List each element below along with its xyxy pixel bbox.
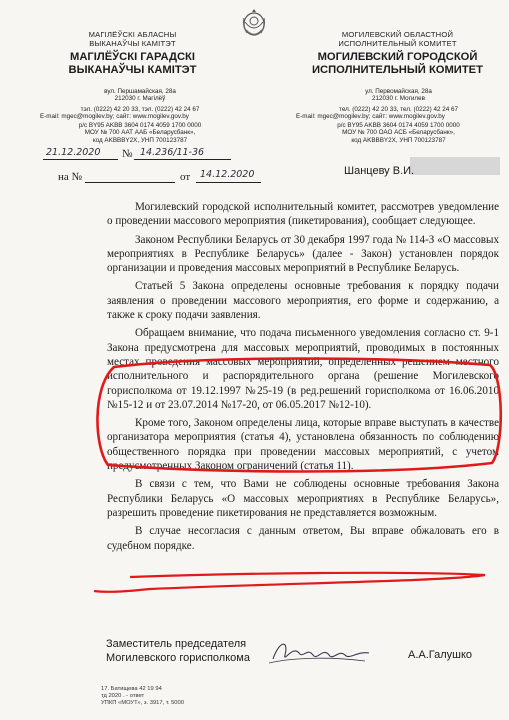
street: вул. Першамайская, 28а bbox=[104, 88, 176, 95]
reply-from-label: от bbox=[180, 171, 191, 183]
paragraph-appeal: В случае несогласия с данным ответом, Вы вправе обжаловать его в судебном порядке. bbox=[107, 525, 499, 552]
header-russian bbox=[300, 30, 495, 76]
red-underline-annotation bbox=[90, 567, 490, 597]
signatory-title bbox=[106, 637, 250, 665]
phone: тел. (0222) 42 20 33, тел. (0222) 42 24 67 bbox=[339, 105, 458, 113]
footer-note: тд 2020 . - ответ bbox=[101, 693, 145, 699]
city-committee-name bbox=[300, 51, 495, 76]
paragraph-article5: Статьей 5 Закона определены основные требования к порядку подачи заявления о проведении массового мероприятия, его форме и содержанию, а также к сроку подачи заявления. bbox=[107, 280, 499, 322]
city: 212030 г. Могилев bbox=[372, 95, 425, 103]
paragraph-refusal: В связи с тем, что Вами не соблюдены основные требования Закона Республики Беларусь «О массовых мероприятиях в Республике Беларусь», разрешить проведение пикетирования не представляется возможным. bbox=[107, 478, 499, 519]
footer-print-info: УПКП «МОУТ», з. 3917, т. 5000 bbox=[101, 700, 184, 706]
reply-date: 14.12.2020 bbox=[200, 169, 255, 180]
regional-committee-line2: ИСПОЛНИТЕЛЬНЫЙ КОМИТЕТ bbox=[338, 39, 457, 48]
regional-committee-line2: ВЫКАНАЎЧЫ КАМІТЭТ bbox=[89, 39, 176, 48]
city-committee-name-line1: МОГИЛЕВСКИЙ ГОРОДСКОЙ bbox=[317, 51, 478, 63]
city-committee-name-line1: МАГІЛЁЎСКІ ГАРАДСКІ bbox=[70, 51, 195, 63]
paragraph-organizers: Кроме того, Законом определены лица, которые вправе выступать в качестве организатора мероприятия (статья 4), установлена обязанность по соблюдению общественного порядка при проведении массовых мероприятий, с учетом предусмотренных Законом ограничений (статья 11). bbox=[107, 417, 499, 473]
regional-committee-line1: МАГІЛЁЎСКІ АБЛАСНЫ bbox=[88, 30, 177, 39]
outgoing-date: 21.12.2020 bbox=[46, 147, 101, 158]
reply-date-underline bbox=[196, 182, 261, 183]
city-committee-name-line2: ВЫКАНАЎЧЫ КАМІТЭТ bbox=[68, 63, 197, 76]
state-emblem-icon bbox=[241, 8, 267, 40]
address-block-russian bbox=[296, 88, 501, 144]
redacted-area bbox=[410, 157, 500, 175]
signatory-title-line2: Могилевского горисполкома bbox=[106, 652, 250, 664]
city-committee-name bbox=[40, 51, 225, 76]
address-block-belarusian bbox=[40, 88, 240, 144]
bank-code: код AKBBBY2X, УНП 700123787 bbox=[351, 136, 446, 144]
recipient-name: Шанцеву В.И. bbox=[344, 165, 415, 177]
bank-name: МОУ № 700 ААТ ААБ «Беларусбанк», bbox=[84, 129, 196, 137]
bank-account: р/с BY95 AKBB 3604 0174 4059 1700 0000 bbox=[78, 122, 202, 130]
city-committee-name-line2: ИСПОЛНИТЕЛЬНЫЙ КОМИТЕТ bbox=[312, 63, 483, 76]
phone: тэл. (0222) 42 20 33, тэл. (0222) 42 24 67 bbox=[80, 105, 200, 113]
outgoing-number: 14.236/11-36 bbox=[140, 147, 205, 158]
number-underline bbox=[134, 159, 231, 160]
email-site: E-mail: mgec@mogilev.by; сайт: www.mogilev.gov.by bbox=[296, 112, 445, 120]
number-sign: № bbox=[122, 148, 133, 160]
bank-account: р/с BY95 AKBB 3604 0174 4059 1700 0000 bbox=[337, 122, 460, 130]
date-underline bbox=[43, 159, 118, 160]
paragraph-attention: Обращаем внимание, что подача письменного уведомления согласно ст. 9-1 Закона предусмотрена для массовых мероприятий, проводимых в постоянных местах проведения массовых мероприятий, определенных решением местного исполнительного и распорядительного органа (решение Могилевского горисполкома от 19.12.1997 №25-19 (в ред.решений горисполкома от 16.06.2010 №15-12 и от 23.07.2014 №17-20, от 06.05.2017 №12-10). bbox=[107, 327, 499, 411]
executor-footer bbox=[101, 686, 184, 707]
handwritten-signature bbox=[265, 635, 375, 669]
signatory-title-line1: Заместитель председателя bbox=[106, 638, 247, 650]
signatory-name: А.А.Галушко bbox=[408, 649, 473, 661]
regional-committee-line1: МОГИЛЕВСКИЙ ОБЛАСТНОЙ bbox=[341, 30, 454, 39]
reply-to-label: на № bbox=[58, 171, 83, 183]
bank-code: код AKBBBY2X, УНП 700123787 bbox=[92, 136, 188, 144]
reply-number-underline bbox=[85, 182, 175, 183]
street: ул. Первомайская, 28а bbox=[365, 88, 432, 95]
email-site: E-mail: mgec@mogilev.by; сайт: www.mogilev.gov.by bbox=[40, 112, 189, 120]
bank-name: МОУ № 700 ОАО АСБ «Беларусбанк», bbox=[342, 129, 455, 137]
city: 212030 г. Магілёў bbox=[114, 95, 166, 103]
footer-executor: 17. Батищева 42 19 94 bbox=[101, 686, 162, 692]
paragraph-law: Законом Республики Беларусь от 30 декабря 1997 года № 114-З «О массовых мероприятиях в Республике Беларусь» (далее - Закон) установлен порядок организации и проведения массовых мероприятий в Республике Беларусь. bbox=[107, 233, 499, 275]
paragraph-intro: Могилевский городской исполнительный комитет, рассмотрев уведомление о проведении массового мероприятия (пикетирования), сообщает следующее. bbox=[107, 201, 499, 228]
header-belarusian bbox=[40, 30, 225, 76]
letter-body bbox=[107, 200, 499, 557]
